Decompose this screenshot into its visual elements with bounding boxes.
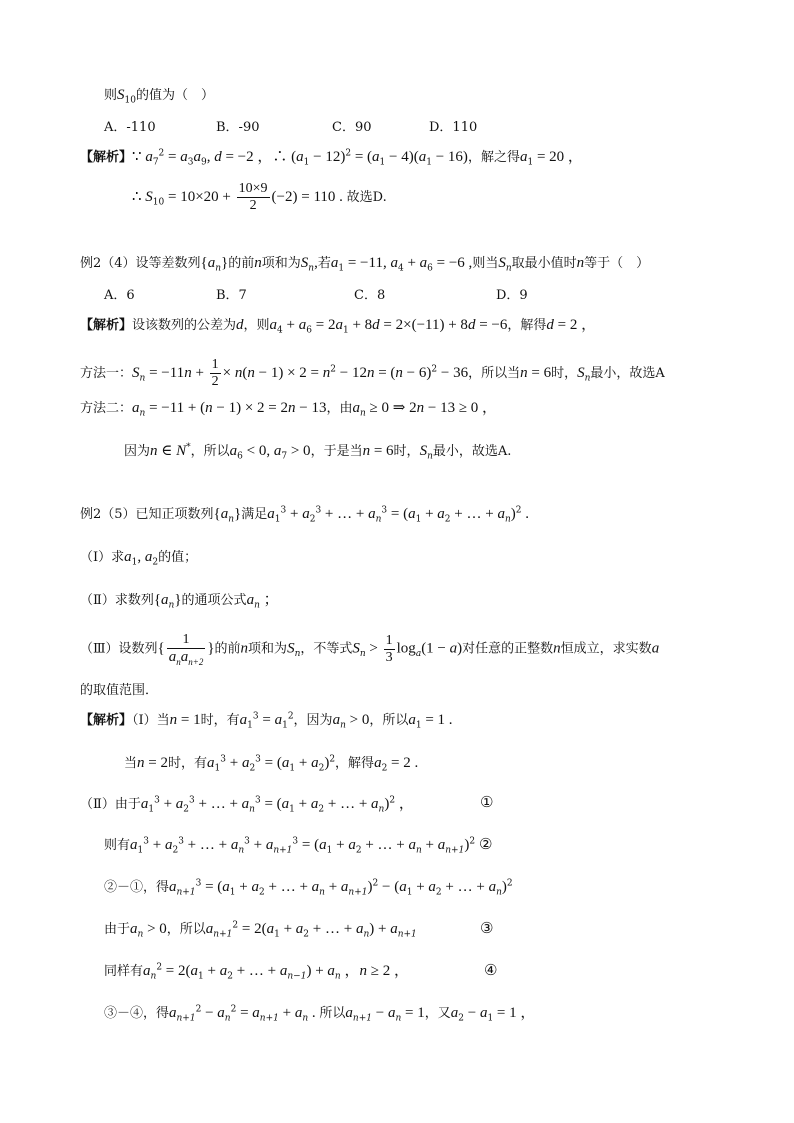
p3-question1: （Ⅰ）求$a_1$, $a_2$的值； bbox=[80, 549, 198, 568]
p3-stem: 例2（5）已知正项数列$\{a_n\}$满足$a_1^3 + a_2^3$ + … + $a_n^3 = (a_1 + a_2$ + … + $a_n)^2$ . bbox=[80, 505, 529, 525]
analysis-label: 【解析】 bbox=[80, 150, 133, 165]
p3-question2: （Ⅱ）求数列$\{a_n\}$的通项公式$a_n$ ； bbox=[80, 592, 279, 611]
fraction: $\frac{10\times 9}{2}$ bbox=[238, 181, 268, 213]
p1-conclusion-line: ∴ $S_{10} = 10\times 20$ + $\frac{10\times 9}{2}$ (−2) = 110 . 故选D. bbox=[132, 181, 387, 213]
p3-analysis-1: 【解析】（Ⅰ）当n = 1时，有$a_1^3 = a_1^2$，因为$a_n > 0$，所以$a_1 = 1$ . bbox=[80, 711, 453, 731]
analysis-label: 【解析】 bbox=[80, 713, 133, 728]
option-d: D．110 bbox=[429, 120, 478, 135]
fraction: $\frac{1}{2}$ bbox=[211, 357, 219, 389]
option-d: D．9 bbox=[496, 288, 528, 303]
marker-3: ③ bbox=[480, 919, 494, 937]
p2-method2-cont: 因为n ∈ N*，所以$a_6 < 0$, $a_7 > 0$，于是当n = 6时，$S_n$最小，故选A. bbox=[124, 442, 512, 462]
option-c: C．90 bbox=[332, 120, 372, 135]
p3-question3: （Ⅲ）设数列{ $\frac{1}{a_na_{n+2}}$ }的前n项和为$S_n$，不等式$S_n$ > $\frac{1}{3}$ $\log_a(1 - a)$对任意的正整数n恒成立，求实数a bbox=[80, 632, 660, 667]
fraction: $\frac{1}{3}$ bbox=[385, 632, 393, 665]
p2-method1: 方法一：$S_n = -11n$ + $\frac{1}{2}$ × $n(n - 1) \times 2 = n^2 - 12n = (n - 6)^2 - 36$，所以当n = 6时，$S_n$最小，故选A bbox=[80, 357, 665, 389]
option-a: A．6 bbox=[104, 288, 135, 303]
marker-1: ① bbox=[480, 793, 494, 811]
p1-stem: 则$S_{10}$的值为（ ） bbox=[104, 87, 214, 106]
p2-analysis: 【解析】设该数列的公差为d，则$a_4 + a_6 = 2a_1 + 8d = 2\times(-11) + 8d = -6$，解得d = 2 ， bbox=[80, 317, 597, 336]
p3-step-3: ②－①，得$a_{n+1}^3 = (a_1 + a_2$ + … + $a_n + a_{n+1})^2 - (a_1 + a_2$ + … + $a_n)^2$ bbox=[104, 878, 513, 898]
marker-4: ④ bbox=[484, 961, 498, 979]
p3-analysis-2: 当n = 2时，有$a_1^3 + a_2^3 = (a_1 + a_2)^2$，解得$a_2 = 2$ . bbox=[124, 754, 419, 774]
p3-step-2: 则有$a_1^3 + a_2^3$ + … + $a_n^3 + a_{n+1}^3 = (a_1 + a_2$ + … + $a_n + a_{n+1})^2$ bbox=[104, 836, 476, 856]
option-b: B．-90 bbox=[216, 120, 260, 135]
option-c: C．8 bbox=[354, 288, 386, 303]
fraction: $\frac{1}{a_na_{n+2}}$ bbox=[168, 632, 204, 667]
option-a: A．-110 bbox=[104, 120, 156, 135]
p3-step-5: 同样有$a_n^2 = 2(a_1 + a_2$ + … + $a_{n-1}) + a_n$ ，n ≥ 2 ， bbox=[104, 962, 409, 982]
p2-method2: 方法二：$a_n = -11 + (n - 1) \times 2 = 2n - 13$，由$a_n \ge 0$ ⇒ 2n − 13 ≥ 0 ， bbox=[80, 400, 498, 419]
marker-2: ② bbox=[479, 835, 493, 853]
p3-step-4: 由于$a_n > 0$，所以$a_{n+1}^2 = 2(a_1 + a_2$ + … + $a_n) + a_{n+1}$ bbox=[104, 920, 417, 940]
p2-stem: 例2（4）设等差数列$\{a_n\}$的前n项和为$S_n$,若$a_1 = -11$, $a_4 + a_6 = -6$ ,则当$S_n$取最小值时n等于（ ） bbox=[80, 255, 650, 274]
p1-analysis: 【解析】∵ $a_7^2 = a_3a_9$, d = −2 ，∴ $(a_1 - 12)^2 = (a_1 - 4)(a_1 - 16)$，解之得$a_1 = 20$ ， bbox=[80, 148, 583, 168]
analysis-label: 【解析】 bbox=[80, 318, 133, 333]
option-b: B．7 bbox=[216, 288, 247, 303]
p3-question3-cont: 的取值范围． bbox=[80, 683, 159, 698]
p3-step-1: （Ⅱ）由于$a_1^3 + a_2^3$ + … + $a_n^3 = (a_1 + a_2$ + … + $a_n)^2$ ， bbox=[80, 795, 414, 815]
p3-step-6: ③－④，得$a_{n+1}^2 - a_n^2 = a_{n+1} + a_n$ . 所以$a_{n+1} - a_n = 1$，又$a_2 - a_1 = 1$ ， bbox=[104, 1004, 536, 1024]
